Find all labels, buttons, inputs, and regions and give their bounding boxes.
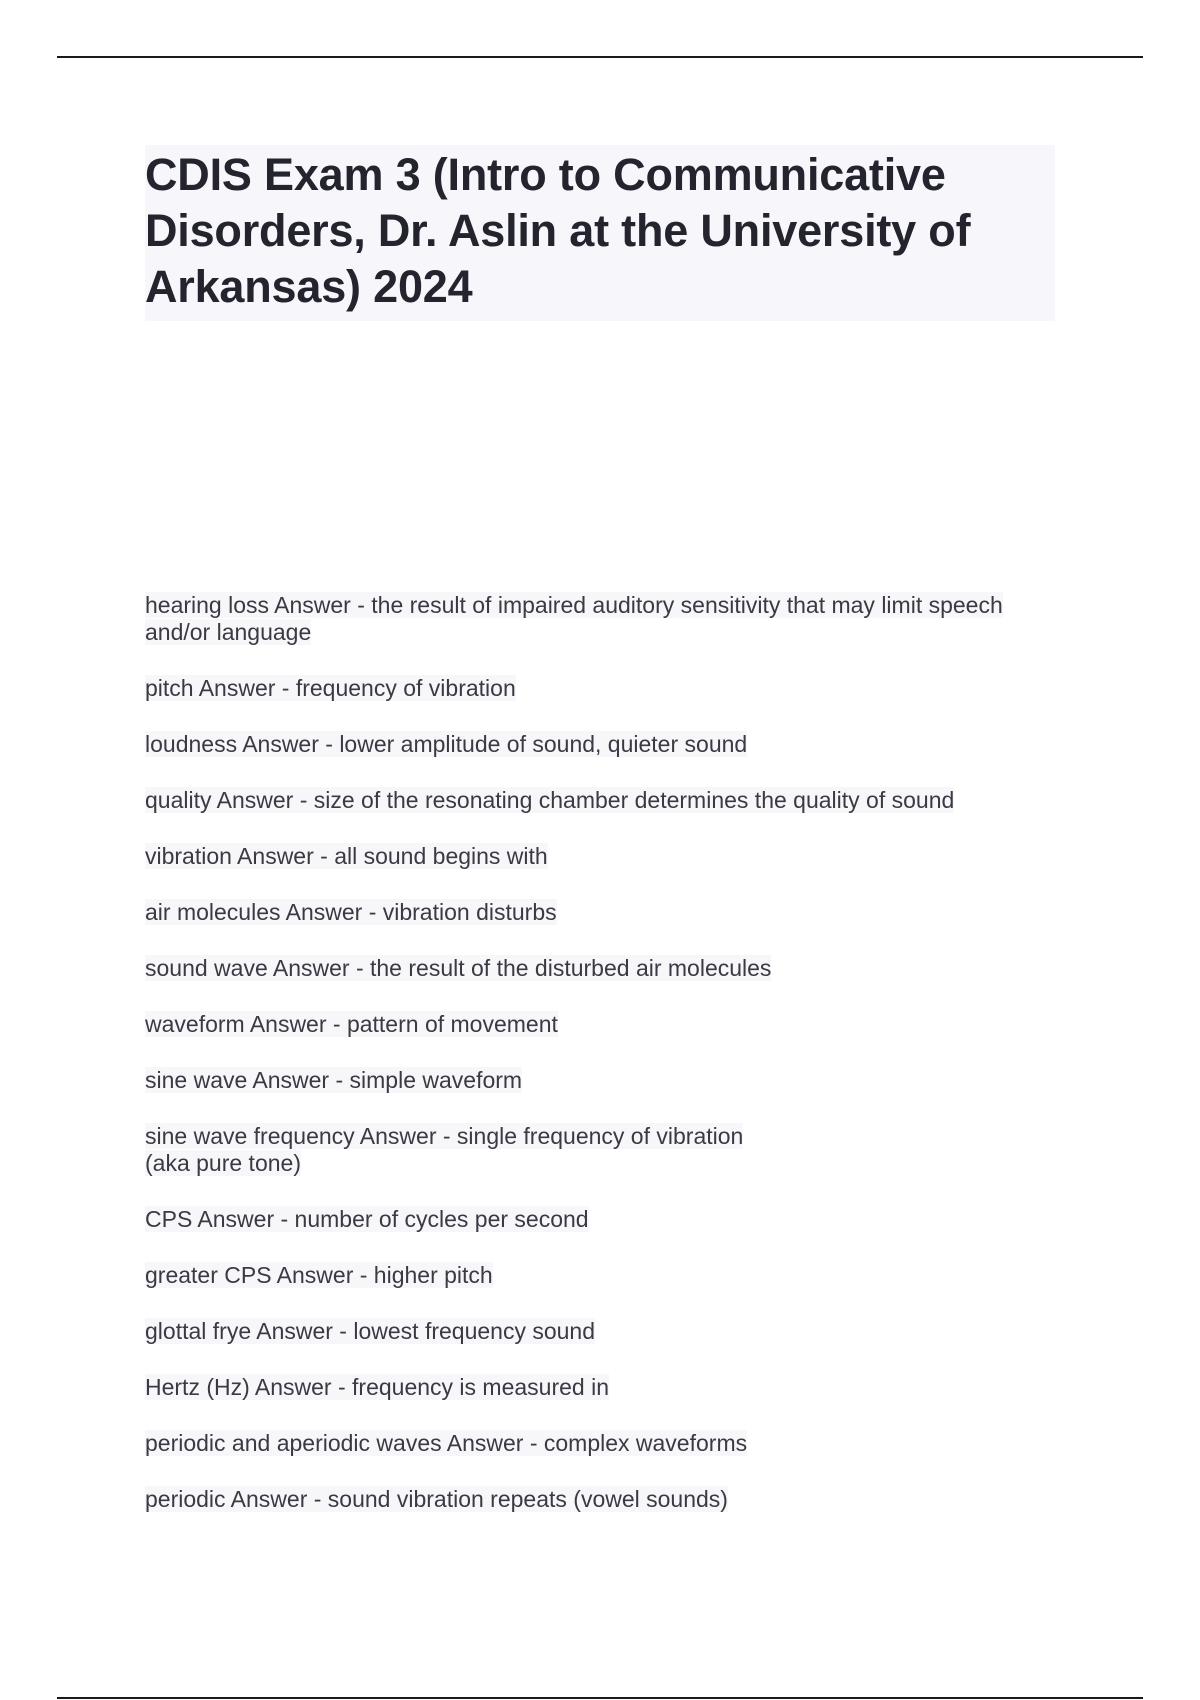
flashcard-entry: hearing loss Answer - the result of impaired auditory sensitivity that may limit speech and/or language bbox=[145, 592, 1003, 645]
flashcard-entry: sine wave Answer - simple waveform bbox=[145, 1067, 523, 1093]
flashcard-entry: loudness Answer - lower amplitude of sound, quieter sound bbox=[145, 731, 748, 757]
flashcard-entry: glottal frye Answer - lowest frequency sound bbox=[145, 1318, 596, 1344]
footer-rule bbox=[57, 1697, 1143, 1699]
flashcard-entry: Hertz (Hz) Answer - frequency is measured in bbox=[145, 1374, 609, 1400]
flashcard-entry: waveform Answer - pattern of movement bbox=[145, 1011, 558, 1037]
flashcard-entry: air molecules Answer - vibration disturbs bbox=[145, 899, 557, 925]
flashcard-entry: pitch Answer - frequency of vibration bbox=[145, 675, 516, 701]
title-block bbox=[145, 145, 1055, 321]
flashcard-entry: sine wave frequency Answer - single frequency of vibration (aka pure tone) bbox=[145, 1123, 744, 1176]
flashcard-entry: periodic Answer - sound vibration repeats (vowel sounds) bbox=[145, 1486, 728, 1512]
header-rule bbox=[57, 56, 1143, 58]
flashcard-entry: CPS Answer - number of cycles per second bbox=[145, 1206, 589, 1232]
flashcard-entry: greater CPS Answer - higher pitch bbox=[145, 1262, 493, 1288]
flashcard-entry: quality Answer - size of the resonating chamber determines the quality of sound bbox=[145, 787, 955, 813]
flashcard-entry: vibration Answer - all sound begins with bbox=[145, 843, 548, 869]
flashcard-entry: sound wave Answer - the result of the disturbed air molecules bbox=[145, 955, 772, 981]
page-title: CDIS Exam 3 (Intro to Communicative Disorders, Dr. Aslin at the University of Arkansas) 2024 bbox=[145, 149, 971, 312]
flashcard-entry: periodic and aperiodic waves Answer - complex waveforms bbox=[145, 1430, 748, 1456]
flashcard-list bbox=[145, 592, 1065, 1542]
